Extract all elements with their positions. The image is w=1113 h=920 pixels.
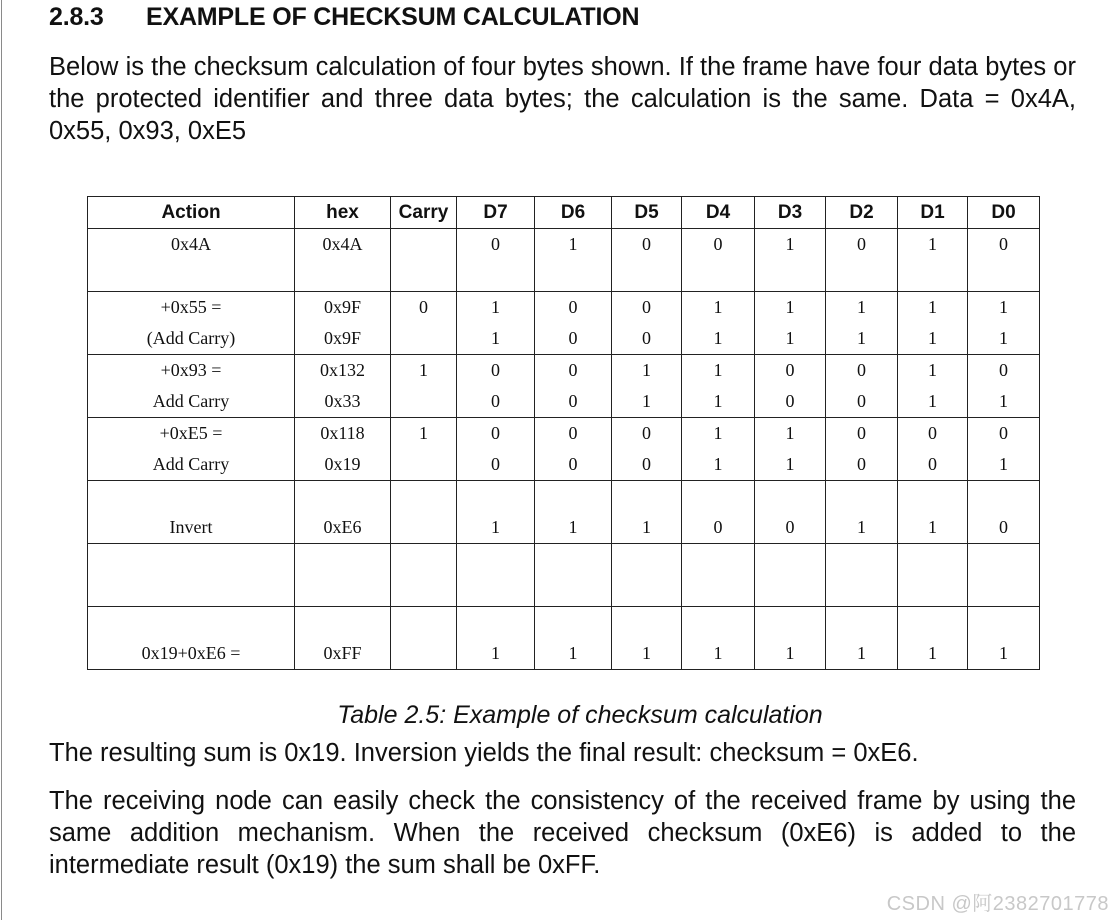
cell-value (391, 449, 456, 480)
cell-d1 (898, 292, 968, 355)
cell-d7 (457, 292, 535, 355)
cell-value: 0 (491, 423, 500, 443)
header-d7: D7 (457, 197, 535, 229)
checksum-table (87, 196, 1040, 670)
section-title: EXAMPLE OF CHECKSUM CALCULATION (146, 3, 640, 31)
header-action: Action (88, 197, 295, 229)
cell-hex (295, 292, 391, 355)
header-d6: D6 (535, 197, 612, 229)
cell-d7 (457, 607, 535, 670)
cell-d6 (535, 481, 612, 544)
cell-d0 (968, 355, 1040, 418)
cell-value: 0 (999, 234, 1008, 254)
cell-value: 0xE6 (323, 517, 362, 537)
cell-value: 1 (419, 423, 428, 443)
cell-value: 1 (785, 454, 795, 474)
cell-value (391, 575, 456, 606)
cell-value: 0 (713, 517, 723, 537)
cell-d0 (968, 607, 1040, 670)
cell-d1 (898, 418, 968, 481)
cell-value: 1 (568, 234, 578, 254)
table-body (88, 229, 1040, 670)
cell-value: 1 (857, 517, 866, 537)
cell-d4 (682, 355, 755, 418)
cell-value: 1 (642, 391, 651, 411)
cell-value: 1 (713, 643, 723, 663)
cell-value: 1 (928, 391, 937, 411)
cell-value: 0 (642, 328, 651, 348)
intro-paragraph: Below is the checksum calculation of four bytes shown. If the frame have four data bytes or the protected identifier and three data bytes; the calculation is the same. Data = 0x4A, 0x55, 0x93, 0xE5 (49, 53, 1076, 145)
cell-value: 0x118 (320, 423, 365, 443)
cell-d3 (755, 607, 826, 670)
table-row (88, 544, 1040, 607)
cell-value (391, 386, 456, 417)
cell-value: 0 (785, 517, 795, 537)
cell-d2 (826, 544, 898, 607)
cell-value (88, 575, 294, 606)
cell-action (88, 355, 295, 418)
cell-value (391, 638, 456, 669)
cell-d3 (755, 355, 826, 418)
cell-value: Add Carry (152, 391, 230, 411)
cell-value: 0 (642, 423, 651, 443)
cell-value: 0 (491, 360, 500, 380)
cell-value: 0 (568, 391, 578, 411)
cell-value: 1 (999, 391, 1008, 411)
cell-value: 1 (642, 643, 651, 663)
cell-d2 (826, 607, 898, 670)
cell-value: 1 (642, 517, 651, 537)
cell-value: 0 (999, 517, 1008, 537)
cell-d7 (457, 355, 535, 418)
cell-value: 1 (857, 297, 866, 317)
cell-value: Add Carry (152, 454, 230, 474)
table-row (88, 418, 1040, 481)
cell-d7 (457, 418, 535, 481)
cell-value: 1 (713, 297, 723, 317)
cell-action (88, 292, 295, 355)
cell-carry (391, 544, 457, 607)
header-d2: D2 (826, 197, 898, 229)
cell-d2 (826, 418, 898, 481)
cell-hex (295, 607, 391, 670)
cell-d5 (612, 292, 682, 355)
cell-value: 1 (928, 360, 937, 380)
cell-d2 (826, 481, 898, 544)
cell-d7 (457, 544, 535, 607)
header-d1: D1 (898, 197, 968, 229)
cell-d3 (755, 481, 826, 544)
cell-d4 (682, 292, 755, 355)
cell-value (755, 575, 825, 606)
cell-d6 (535, 229, 612, 292)
cell-value: 0 (568, 423, 578, 443)
cell-value: (Add Carry) (146, 328, 236, 348)
cell-value: 1 (999, 297, 1008, 317)
cell-hex (295, 229, 391, 292)
cell-action (88, 607, 295, 670)
cell-carry (391, 481, 457, 544)
cell-value: 0 (857, 454, 866, 474)
header-hex: hex (295, 197, 391, 229)
table-row (88, 229, 1040, 292)
cell-value: 0x132 (320, 360, 365, 380)
cell-value: 0 (568, 454, 578, 474)
cell-value (898, 575, 967, 606)
cell-d5 (612, 607, 682, 670)
cell-d4 (682, 544, 755, 607)
cell-value: 0 (642, 234, 651, 254)
cell-value: 1 (568, 643, 578, 663)
table-row (88, 292, 1040, 355)
cell-d5 (612, 355, 682, 418)
cell-d6 (535, 355, 612, 418)
cell-carry (391, 229, 457, 292)
cell-d5 (612, 544, 682, 607)
cell-d3 (755, 544, 826, 607)
cell-value: 1 (999, 328, 1008, 348)
cell-value: 1 (785, 643, 795, 663)
cell-hex (295, 481, 391, 544)
cell-carry (391, 292, 457, 355)
cell-d0 (968, 418, 1040, 481)
cell-value: 0 (491, 234, 500, 254)
result-paragraph: The resulting sum is 0x19. Inversion yields the final result: checksum = 0xE6. (49, 739, 919, 767)
cell-value: 0 (857, 423, 866, 443)
cell-value: 0x9F (323, 328, 361, 348)
cell-value: 0 (857, 234, 866, 254)
cell-action (88, 229, 295, 292)
cell-value: 1 (419, 360, 428, 380)
table-row (88, 355, 1040, 418)
cell-value: 0x19+0xE6 = (141, 643, 241, 663)
cell-action (88, 481, 295, 544)
cell-hex (295, 544, 391, 607)
cell-value: +0x93 = (160, 360, 222, 380)
cell-carry (391, 418, 457, 481)
cell-value (612, 575, 681, 606)
cell-d3 (755, 292, 826, 355)
cell-d5 (612, 418, 682, 481)
cell-value: 0x19 (324, 454, 361, 474)
cell-action (88, 418, 295, 481)
table-caption: Table 2.5: Example of checksum calculation (337, 701, 823, 729)
cell-value: 0 (568, 328, 578, 348)
table-row (88, 607, 1040, 670)
cell-value: 0 (642, 454, 651, 474)
cell-value: 1 (785, 297, 795, 317)
cell-d1 (898, 355, 968, 418)
cell-value: 0 (568, 297, 578, 317)
cell-value (391, 229, 456, 260)
cell-value: 1 (857, 328, 866, 348)
cell-d7 (457, 229, 535, 292)
cell-d1 (898, 481, 968, 544)
cell-value: 0 (999, 360, 1008, 380)
cell-value: 0 (928, 454, 937, 474)
cell-value (457, 575, 534, 606)
cell-value: 1 (928, 643, 937, 663)
cell-value: 0 (419, 297, 428, 317)
cell-hex (295, 418, 391, 481)
table-header-row (88, 197, 1040, 229)
cell-value: 1 (491, 297, 500, 317)
cell-value: 1 (785, 423, 795, 443)
header-d4: D4 (682, 197, 755, 229)
cell-value: 0 (568, 360, 578, 380)
cell-action (88, 544, 295, 607)
cell-d6 (535, 544, 612, 607)
cell-d2 (826, 229, 898, 292)
cell-value: 1 (999, 454, 1008, 474)
cell-value: 0 (785, 360, 795, 380)
cell-value: 0 (713, 234, 723, 254)
cell-value: 0 (642, 297, 651, 317)
cell-d6 (535, 418, 612, 481)
cell-value: 1 (713, 391, 723, 411)
cell-value: 1 (568, 517, 578, 537)
cell-value: 1 (857, 643, 866, 663)
cell-value: 0x4A (322, 234, 363, 254)
header-carry: Carry (391, 197, 457, 229)
cell-value: 0x33 (324, 391, 361, 411)
cell-value: 1 (785, 328, 795, 348)
receive-paragraph: The receiving node can easily check the consistency of the received frame by using the same addition mechanism. When the received checksum (0xE6) is added to the intermediate result (0x19) the sum shall be 0xFF. (49, 787, 1076, 879)
cell-d7 (457, 481, 535, 544)
cell-value: 0x4A (171, 234, 211, 254)
cell-value: 0x9F (323, 297, 361, 317)
cell-value: 1 (928, 297, 937, 317)
cell-hex (295, 355, 391, 418)
cell-value: +0x55 = (160, 297, 222, 317)
cell-value: 1 (785, 234, 795, 254)
cell-value (968, 575, 1039, 606)
cell-d0 (968, 544, 1040, 607)
section-number: 2.8.3 (49, 3, 104, 31)
cell-d0 (968, 292, 1040, 355)
cell-value (391, 323, 456, 354)
cell-value: 1 (713, 454, 723, 474)
cell-value: 1 (491, 517, 500, 537)
cell-value: 1 (928, 234, 937, 254)
cell-d2 (826, 292, 898, 355)
cell-value: 1 (491, 328, 500, 348)
cell-value: 1 (713, 423, 723, 443)
section-heading (49, 3, 639, 32)
cell-d4 (682, 481, 755, 544)
cell-d5 (612, 481, 682, 544)
cell-d4 (682, 229, 755, 292)
cell-value: 1 (491, 643, 500, 663)
cell-value: 0 (857, 360, 866, 380)
cell-value: 0 (928, 423, 937, 443)
cell-d4 (682, 607, 755, 670)
cell-d6 (535, 292, 612, 355)
cell-value: 0xFF (323, 643, 362, 663)
cell-value: 0 (857, 391, 866, 411)
cell-value: 0 (999, 423, 1008, 443)
cell-value: 1 (928, 328, 937, 348)
watermark: CSDN @阿2382701778 (886, 893, 1109, 915)
header-d5: D5 (612, 197, 682, 229)
cell-value: 1 (999, 643, 1008, 663)
cell-value (682, 575, 754, 606)
header-d3: D3 (755, 197, 826, 229)
cell-d1 (898, 544, 968, 607)
cell-value: 0 (491, 454, 500, 474)
cell-d3 (755, 418, 826, 481)
cell-value: 0 (491, 391, 500, 411)
cell-value: 1 (642, 360, 651, 380)
cell-value: 0 (785, 391, 795, 411)
cell-carry (391, 355, 457, 418)
cell-value: +0xE5 = (159, 423, 223, 443)
cell-d0 (968, 481, 1040, 544)
cell-value: 1 (713, 360, 723, 380)
cell-value: 1 (928, 517, 937, 537)
cell-d1 (898, 607, 968, 670)
header-d0: D0 (968, 197, 1040, 229)
cell-d3 (755, 229, 826, 292)
cell-d4 (682, 418, 755, 481)
cell-d2 (826, 355, 898, 418)
cell-value (391, 512, 456, 543)
cell-value (826, 575, 897, 606)
cell-d6 (535, 607, 612, 670)
cell-value: 1 (713, 328, 723, 348)
cell-d5 (612, 229, 682, 292)
cell-value (535, 575, 611, 606)
cell-value (295, 575, 390, 606)
table-row (88, 481, 1040, 544)
cell-value: Invert (169, 517, 213, 537)
page-left-border (1, 0, 2, 920)
cell-carry (391, 607, 457, 670)
cell-d0 (968, 229, 1040, 292)
cell-d1 (898, 229, 968, 292)
